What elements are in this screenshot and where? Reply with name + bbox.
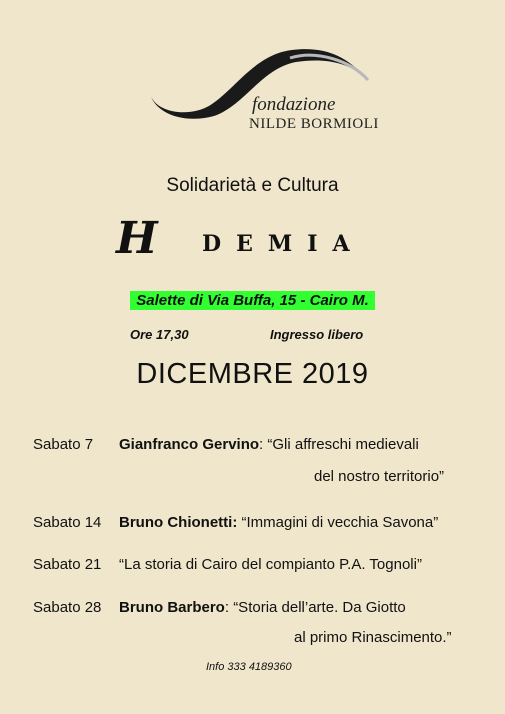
event-title-continued-1: del nostro territorio” — [314, 468, 445, 485]
event-day: Sabato 7 — [33, 436, 94, 453]
info-phone: Info 333 4189360 — [206, 661, 292, 673]
event-text — [119, 599, 406, 616]
venue-wrapper — [0, 291, 505, 310]
event-speaker: Bruno Chionetti: — [119, 514, 238, 531]
academy-rest: DEMIA — [202, 231, 365, 257]
academy-initial: H — [116, 213, 156, 264]
month-heading: DICEMBRE 2019 — [136, 358, 369, 390]
foundation-name-line2: NILDE BORMIOLI — [249, 116, 379, 132]
event-separator: : — [259, 436, 268, 453]
event-speaker: Bruno Barbero — [119, 599, 225, 616]
subtitle: Solidarietà e Cultura — [166, 175, 339, 196]
entry-note: Ingresso libero — [270, 327, 364, 342]
event-speaker: Gianfranco Gervino — [119, 436, 260, 453]
event-title: “Gli affreschi medievali — [267, 436, 419, 453]
event-day: Sabato 21 — [33, 556, 102, 573]
foundation-name-line1: fondazione — [252, 94, 336, 115]
event-text — [119, 514, 438, 531]
event-title: “Storia dell’arte. Da Giotto — [233, 599, 406, 616]
event-title: “Immagini di vecchia Savona” — [241, 514, 439, 531]
event-title-continued-4: al primo Rinascimento.” — [294, 629, 452, 646]
event-day: Sabato 14 — [33, 514, 102, 531]
academy-logotype — [110, 213, 410, 263]
event-text: “La storia di Cairo del compianto P.A. Tognoli” — [119, 556, 422, 573]
event-text — [119, 436, 419, 453]
event-separator: : — [224, 599, 234, 616]
venue-highlight: Salette di Via Buffa, 15 - Cairo M. — [130, 291, 375, 310]
event-time: Ore 17,30 — [130, 327, 189, 342]
event-day: Sabato 28 — [33, 599, 102, 616]
